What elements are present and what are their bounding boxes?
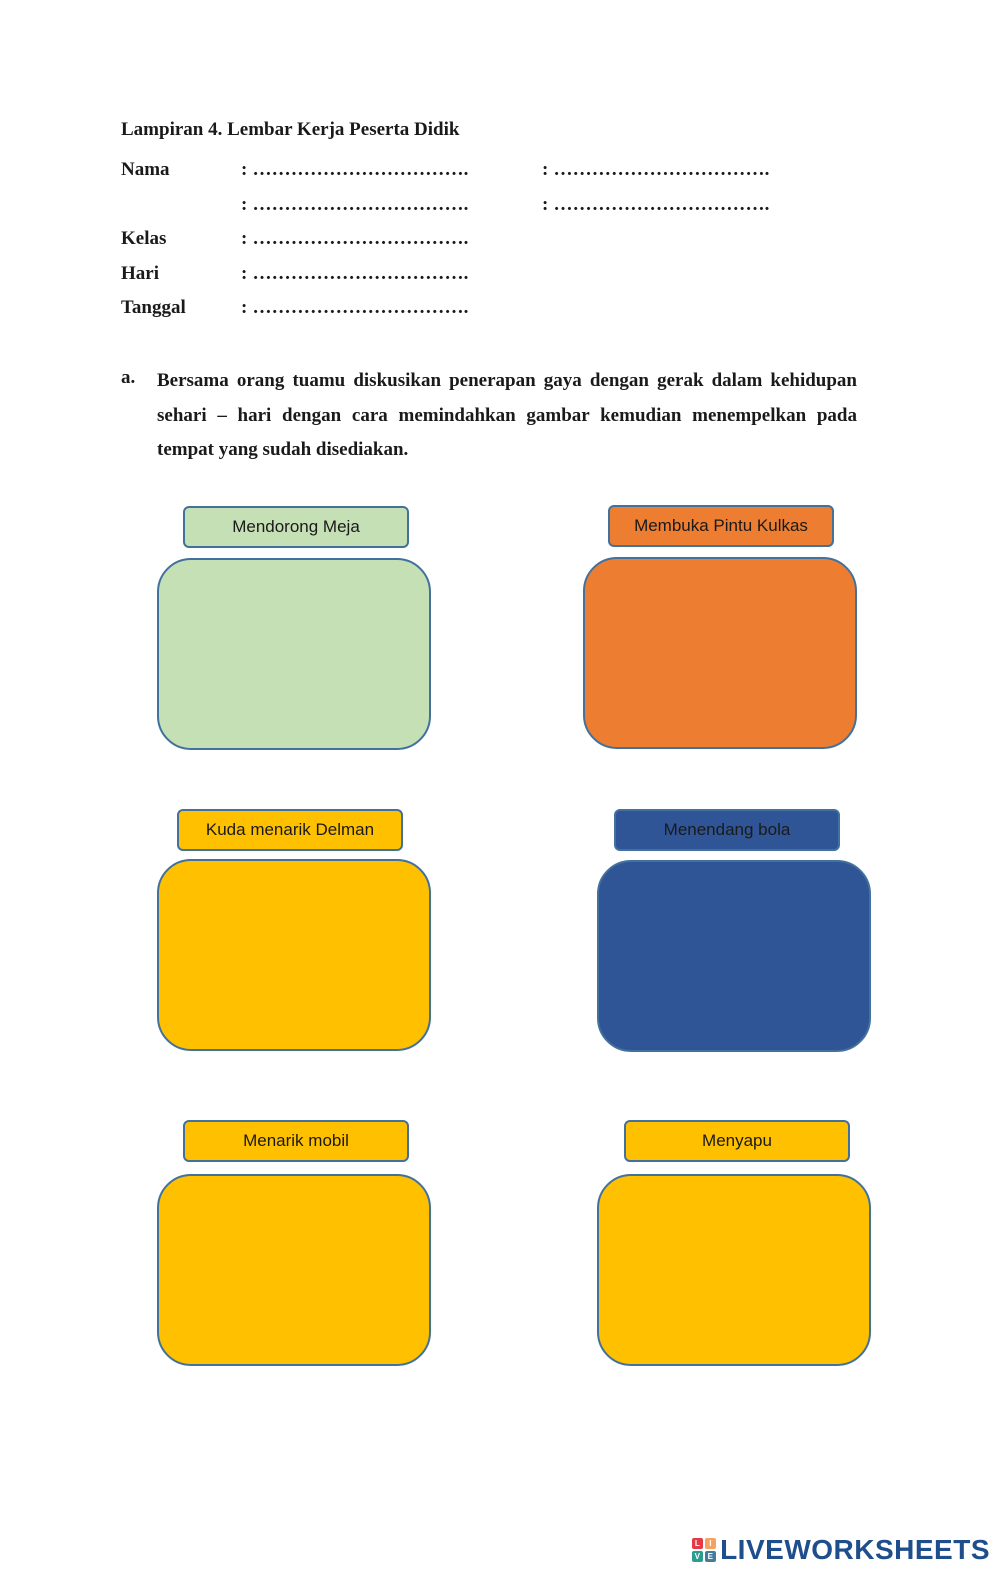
drop-box-menarik-mobil[interactable] xyxy=(157,1174,431,1366)
brand-text: LIVEWORKSHEETS xyxy=(720,1534,990,1565)
question-text: Bersama orang tuamu diskusikan penerapan gaya dengan gerak dalam kehidupan sehari – hari dengan cara memindahkan gambar kemudian menempelkan pada tempat yang sudah disediakan. xyxy=(157,370,857,460)
drop-box-menyapu[interactable] xyxy=(597,1174,871,1366)
logo-letter-e: E xyxy=(705,1551,716,1562)
card-label-mendorong-meja: Mendorong Meja xyxy=(183,506,409,548)
drop-box-membuka-pintu-kulkas[interactable] xyxy=(583,557,857,749)
logo-letter-i: I xyxy=(705,1538,716,1549)
nama-blank-4[interactable]: : ……………………………. xyxy=(542,194,770,215)
logo-letter-l: L xyxy=(692,1538,703,1549)
drop-box-mendorong-meja[interactable] xyxy=(157,558,431,750)
card-label-menyapu: Menyapu xyxy=(624,1120,850,1162)
hari-blank[interactable]: : ……………………………. xyxy=(241,263,469,284)
kelas-blank[interactable]: : ……………………………. xyxy=(241,228,469,249)
tanggal-blank[interactable]: : ……………………………. xyxy=(241,297,469,318)
question-marker: a. xyxy=(121,367,136,388)
nama-label: Nama xyxy=(121,159,170,180)
tanggal-label: Tanggal xyxy=(121,297,186,318)
hari-label: Hari xyxy=(121,263,159,284)
nama-blank-2[interactable]: : ……………………………. xyxy=(542,159,770,180)
nama-blank-3[interactable]: : ……………………………. xyxy=(241,194,469,215)
logo-letter-v: V xyxy=(692,1551,703,1562)
worksheet-title: Lampiran 4. Lembar Kerja Peserta Didik xyxy=(121,119,460,140)
card-label-kuda-menarik-delman: Kuda menarik Delman xyxy=(177,809,403,851)
liveworksheets-logo-icon xyxy=(692,1538,716,1562)
drop-box-menendang-bola[interactable] xyxy=(597,860,871,1052)
card-label-menarik-mobil: Menarik mobil xyxy=(183,1120,409,1162)
nama-blank-1[interactable]: : ……………………………. xyxy=(241,159,469,180)
kelas-label: Kelas xyxy=(121,228,167,249)
card-label-menendang-bola: Menendang bola xyxy=(614,809,840,851)
drop-box-kuda-menarik-delman[interactable] xyxy=(157,859,431,1051)
card-label-membuka-pintu-kulkas: Membuka Pintu Kulkas xyxy=(608,505,834,547)
liveworksheets-brand[interactable] xyxy=(692,1534,990,1566)
